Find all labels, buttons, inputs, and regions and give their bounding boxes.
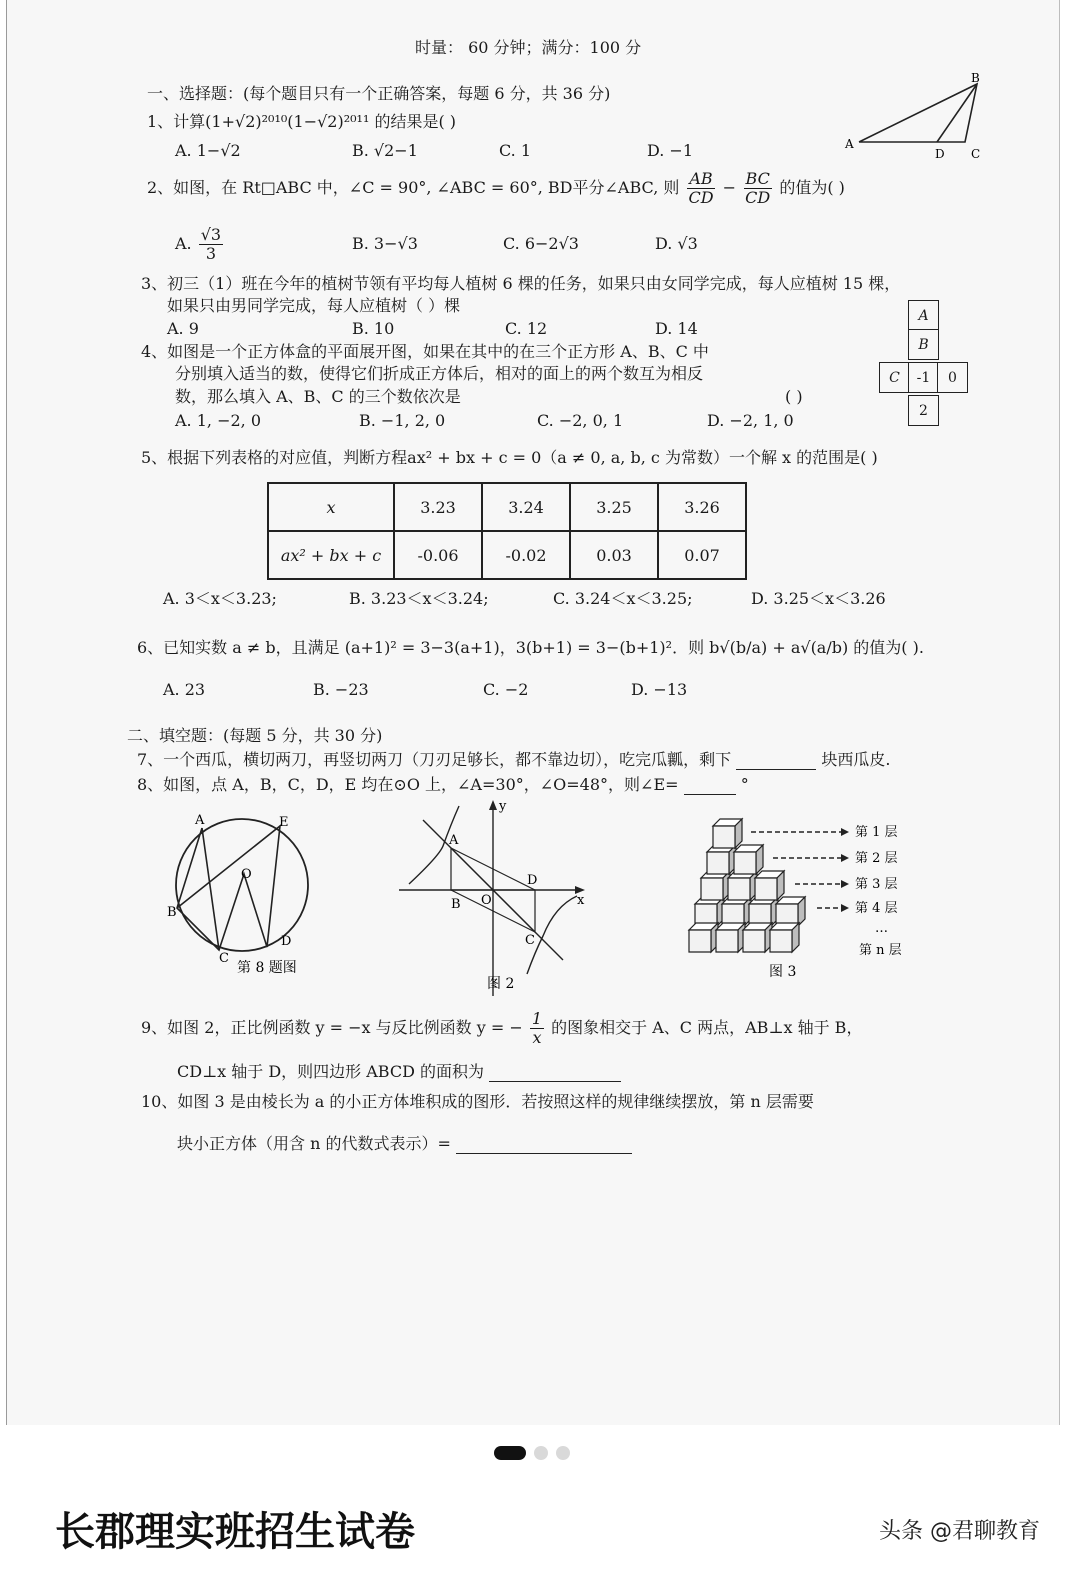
exam-meta: 时量： 60 分钟；满分：100 分 <box>415 38 642 57</box>
q2-option-a-num: √3 <box>200 225 222 244</box>
exam-paper <box>6 0 1060 1425</box>
q3-option-b: B. 10 <box>352 319 395 338</box>
q6-option-c: C. −2 <box>483 680 529 699</box>
q2-stem: 2、如图，在 Rt□ABC 中，∠C = 90°, ∠ABC = 60°, BD平分∠ABC, 则 <box>147 178 680 197</box>
y-axis-arrow <box>489 800 497 810</box>
cube-face <box>707 852 729 874</box>
q4-option-a: A. 1, −2, 0 <box>175 411 262 430</box>
pager-dot-active[interactable] <box>494 1446 526 1460</box>
q7-tail: 块西瓜皮. <box>821 750 891 769</box>
net-cell-zero: 0 <box>937 362 968 393</box>
cube-face <box>716 930 738 952</box>
table-cell: 3.25 <box>570 483 658 531</box>
circle-label-b: B <box>167 905 177 920</box>
q3-line2: 如果只由男同学完成，每人应植树（ ）棵 <box>167 296 461 315</box>
triangle-label-b: B <box>971 71 980 85</box>
fig3-caption: 图 3 <box>769 964 797 980</box>
circle-label-e: E <box>279 815 289 830</box>
circle-label-d: D <box>281 934 292 949</box>
q9-line1-pre: 9、如图 2，正比例函数 y = −x 与反比例函数 y = − <box>141 1018 523 1037</box>
small-cube <box>716 923 745 952</box>
cube-stack-figure <box>683 814 923 984</box>
table-cell: x <box>268 483 394 531</box>
q9-frac-num: 1 <box>531 1009 543 1028</box>
q2-option-a-frac <box>199 226 223 263</box>
small-cube <box>713 819 742 848</box>
q9-line1 <box>141 1008 862 1048</box>
cube-face <box>755 878 777 900</box>
table-cell: 0.03 <box>570 531 658 579</box>
cube-face <box>743 930 765 952</box>
small-cube <box>701 871 730 900</box>
q2-option-a-label: A. <box>175 234 192 253</box>
circle-figure <box>157 810 337 980</box>
q6-option-d: D. −13 <box>631 680 688 699</box>
graph-label-b: B <box>451 897 461 912</box>
q6-option-a: A. 23 <box>163 680 206 699</box>
q8-answer-blank <box>684 794 736 795</box>
net-cell-two: 2 <box>908 395 939 426</box>
small-cube <box>722 897 751 926</box>
circle-o <box>176 819 308 951</box>
small-cube <box>728 871 757 900</box>
triangle-figure <box>837 70 987 170</box>
cube-face <box>701 878 723 900</box>
small-cube <box>743 923 772 952</box>
q7-stem: 7、一个西瓜，横切两刀，再竖切两刀（刀刃足够长，都不靠边切），吃完瓜瓤，剩下 <box>137 750 732 769</box>
triangle-abc <box>859 84 977 142</box>
layer-2-label: 第 2 层 <box>855 851 898 866</box>
q2-frac1-num: AB <box>689 169 713 188</box>
cube-face <box>689 930 711 952</box>
layer-4-arrowhead <box>841 904 849 912</box>
circle-label-a: A <box>195 813 205 828</box>
q2-frac2-den: CD <box>745 188 771 207</box>
q2-frac-ab-cd <box>686 170 715 207</box>
q8-tail: ° <box>740 775 749 794</box>
q1-option-c: C. 1 <box>499 141 532 160</box>
q2-option-a-den: 3 <box>205 244 217 263</box>
q8-stem: 8、如图，点 A，B，C，D，E 均在⊙O 上，∠A=30°，∠O=48°，则∠E= <box>137 775 679 794</box>
triangle-label-c: C <box>971 147 981 161</box>
cube-face <box>728 878 750 900</box>
q4-line3: 数，那么填入 A、B、C 的三个数依次是 <box>175 387 461 406</box>
table-cell: -0.06 <box>394 531 482 579</box>
q2-frac1-den: CD <box>688 188 714 207</box>
q2-tail: 的值为( ) <box>779 178 845 197</box>
layer-ellipsis: … <box>875 921 888 936</box>
graph-label-o: O <box>481 893 492 908</box>
q4-option-b: B. −1, 2, 0 <box>359 411 446 430</box>
section1-title: 一、选择题：(每个题目只有一个正确答案，每题 6 分，共 36 分) <box>147 84 611 103</box>
q2-option-d: D. √3 <box>655 234 698 253</box>
pager-dot[interactable] <box>556 1446 570 1460</box>
q9-frac <box>530 1010 544 1047</box>
q1-option-a: A. 1−√2 <box>175 141 241 160</box>
small-cube <box>695 897 724 926</box>
q2-minus: − <box>722 178 737 197</box>
small-cube <box>770 923 799 952</box>
section2-title: 二、填空题：(每题 5 分，共 30 分) <box>127 726 383 745</box>
circle-label-c: C <box>219 951 229 966</box>
q9-frac-den: x <box>532 1028 542 1047</box>
layer-3-arrowhead <box>841 880 849 888</box>
small-cube <box>749 897 778 926</box>
author-byline[interactable]: 头条 @君聊教育 <box>879 1519 1040 1544</box>
q6-stem: 6、已知实数 a ≠ b，且满足 (a+1)² = 3−3(a+1)，3(b+1) = 3−(b+1)²．则 b√(b/a) + a√(a/b) 的值为( ). <box>137 638 924 657</box>
layer-3-label: 第 3 层 <box>855 877 898 892</box>
q5-option-c: C. 3.24＜x＜3.25; <box>553 589 693 608</box>
net-cell-a: A <box>908 300 939 331</box>
layer-n-label: 第 n 层 <box>859 943 902 958</box>
small-cube <box>776 897 805 926</box>
q10-line2 <box>177 1134 632 1154</box>
fig2-caption: 图 2 <box>487 976 515 992</box>
layer-2-arrowhead <box>841 854 849 862</box>
table-cell: -0.02 <box>482 531 570 579</box>
q4-option-c: C. −2, 0, 1 <box>537 411 624 430</box>
q2-option-c: C. 6−2√3 <box>503 234 579 253</box>
q10-answer-blank <box>456 1153 632 1154</box>
q3-option-c: C. 12 <box>505 319 548 338</box>
q4-option-d: D. −2, 1, 0 <box>707 411 794 430</box>
layer-1-label: 第 1 层 <box>855 825 898 840</box>
q3-option-d: D. 14 <box>655 319 698 338</box>
graph-figure <box>399 796 599 996</box>
q2-frac-bc-cd <box>743 170 772 207</box>
q5-option-b: B. 3.23＜x＜3.24; <box>349 589 489 608</box>
q2-stem-line <box>147 168 845 208</box>
net-cell-minus-one: -1 <box>908 362 939 393</box>
small-cube <box>734 845 763 874</box>
q4-paren: ( ) <box>785 387 803 406</box>
q5-stem: 5、根据下列表格的对应值，判断方程ax² + bx + c = 0（a ≠ 0, a, b, c 为常数）一个解 x 的范围是( ) <box>141 448 878 467</box>
q9-answer-blank <box>489 1081 621 1082</box>
q4-line2: 分别填入适当的数，使得它们折成正方体后，相对的面上的两个数互为相反 <box>175 364 704 383</box>
q5-option-d: D. 3.25＜x＜3.26 <box>751 589 886 608</box>
q8-line <box>137 775 749 795</box>
q1-option-b: B. √2−1 <box>352 141 418 160</box>
graph-label-c: C <box>525 933 535 948</box>
q9-line2 <box>177 1062 621 1082</box>
fig8-caption: 第 8 题图 <box>237 960 297 976</box>
q3-option-a: A. 9 <box>167 319 199 338</box>
table-cell: 0.07 <box>658 531 746 579</box>
q3-line1: 3、初三（1）班在今年的植树节领有平均每人植树 6 棵的任务，如果只由女同学完成，每人应植树 15 棵， <box>141 274 901 293</box>
layer-4-label: 第 4 层 <box>855 901 898 916</box>
q5-option-a: A. 3＜x＜3.23; <box>163 589 277 608</box>
triangle-label-d: D <box>935 147 945 161</box>
graph-label-a: A <box>449 833 459 848</box>
q6-option-b: B. −23 <box>313 680 369 699</box>
graph-label-d: D <box>527 873 538 888</box>
table-cell: ax² + bx + c <box>268 531 394 579</box>
graph-label-y: y <box>499 799 507 814</box>
cube-stack <box>689 819 805 952</box>
q2-option-a <box>175 222 225 266</box>
q1-option-d: D. −1 <box>647 141 694 160</box>
q7-line <box>137 750 890 770</box>
chord-ac <box>202 828 219 950</box>
table-cell: 3.23 <box>394 483 482 531</box>
circle-label-o: O <box>241 867 252 882</box>
q7-answer-blank <box>736 769 816 770</box>
q9-line2-text: CD⊥x 轴于 D，则四边形 ABCD 的面积为 <box>177 1062 484 1081</box>
net-cell-c: C <box>879 362 910 393</box>
q10-line1: 10、如图 3 是由棱长为 a 的小正方体堆积成的图形．若按照这样的规律继续摆放，第 n 层需要 <box>141 1092 814 1111</box>
q1-stem: 1、计算(1+√2)²⁰¹⁰(1−√2)²⁰¹¹ 的结果是( ) <box>147 112 457 131</box>
cube-face <box>713 826 735 848</box>
small-cube <box>755 871 784 900</box>
small-cube <box>707 845 736 874</box>
table-cell: 3.24 <box>482 483 570 531</box>
q5-value-table <box>267 482 747 580</box>
q2-frac2-num: BC <box>745 169 770 188</box>
graph-label-x: x <box>577 893 585 908</box>
circle-chords <box>177 826 280 950</box>
q9-line1-post: 的图象相交于 A、C 两点，AB⊥x 轴于 B， <box>551 1018 863 1037</box>
table-row <box>268 483 746 531</box>
triangle-label-a: A <box>845 137 854 151</box>
cube-face <box>734 852 756 874</box>
q10-line2-text: 块小正方体（用含 n 的代数式表示）= <box>177 1134 451 1153</box>
net-cell-b: B <box>908 329 939 360</box>
table-cell: 3.26 <box>658 483 746 531</box>
layer-1-arrowhead <box>841 828 849 836</box>
table-row <box>268 531 746 579</box>
cube-face <box>770 930 792 952</box>
small-cube <box>689 923 718 952</box>
post-title: 长郡理实班招生试卷 <box>55 1509 415 1555</box>
q4-line1: 4、如图是一个正方体盒的平面展开图，如果在其中的在三个正方形 A、B、C 中 <box>141 342 709 361</box>
q2-option-b: B. 3−√3 <box>352 234 418 253</box>
pager-dot[interactable] <box>534 1446 548 1460</box>
